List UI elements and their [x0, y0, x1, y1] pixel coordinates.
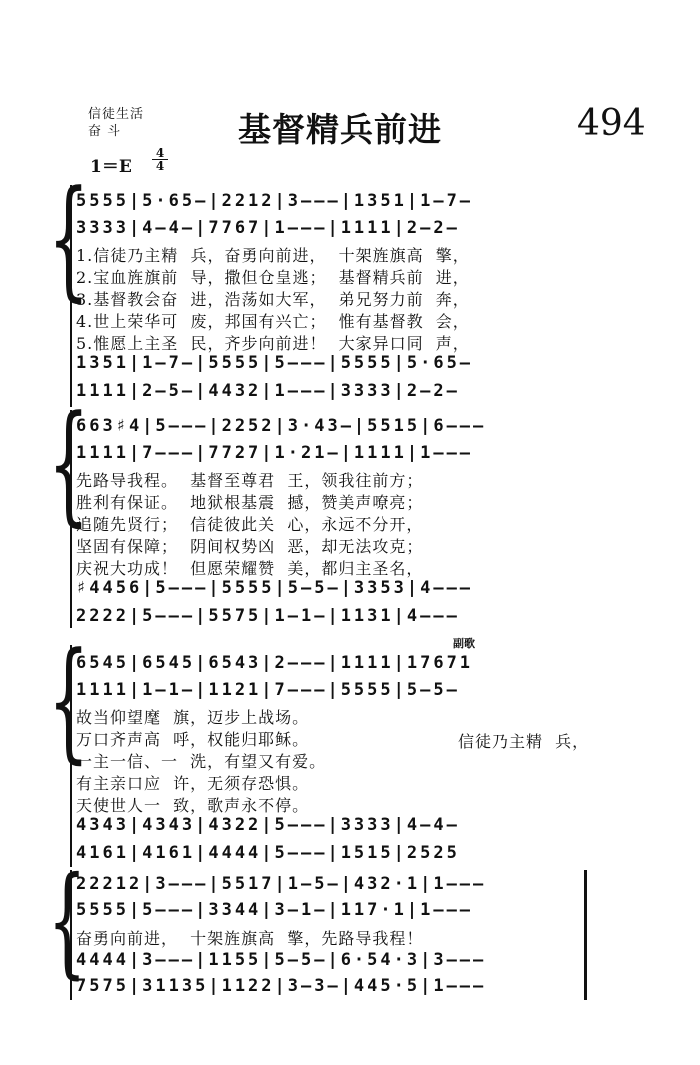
lyric-verse-2: 胜利有保证。 地狱根基震 撼，赞美声嘹亮；: [76, 493, 424, 512]
alto-row: 5555|5———|3344|3—1—|117·1|1———: [76, 900, 474, 920]
lyric-verse-4: 坚固有保障； 阴间权势凶 恶，却无法攻克；: [76, 537, 424, 556]
system-brace: {: [48, 852, 87, 991]
key-signature: 1＝E: [90, 157, 132, 177]
lyric-verse-1: 1.信徒乃主精 兵，奋勇向前进， 十架旌旗高 擎，: [76, 246, 470, 265]
tenor-row: 4343|4343|4322|5———|3333|4—4—: [76, 815, 460, 835]
system-bracket-line: [70, 870, 72, 1000]
tenor-row: ♯4456|5———|5555|5—5—|3353|4———: [76, 578, 474, 598]
system-bracket-line: [70, 410, 72, 628]
lyric-verse-2: 2.宝血旌旗前 导，撒但仓皇逃； 基督精兵前 进，: [76, 268, 470, 287]
bass-row: 2222|5———|5575|1—1—|1131|4———: [76, 606, 460, 626]
lyric-verse-5: 天使世人一 致，歌声永不停。: [76, 796, 310, 815]
lyric-verse-4: 有主亲口应 许，无须存恐惧。: [76, 774, 310, 793]
final-barline: [584, 870, 587, 1000]
hymn-number: 494: [577, 103, 646, 144]
soprano-row: 22212|3———|5517|1—5—|432·1|1———: [76, 874, 487, 894]
alto-row: 1111|1—1—|1121|7———|5555|5—5—: [76, 680, 460, 700]
tenor-row: 4444|3———|1155|5—5—|6·54·3|3———: [76, 950, 487, 970]
alto-row: 3333|4—4—|7767|1———|1111|2—2—: [76, 218, 460, 238]
lyric-verse-3: 追随先贤行； 信徒彼此关 心，永远不分开，: [76, 515, 424, 534]
category-line-1: 信徒生活: [88, 107, 145, 122]
hymn-title: 基督精兵前进: [238, 110, 442, 149]
system-brace: {: [48, 162, 90, 314]
soprano-row: 6545|6545|6543|2———|1111|17671: [76, 653, 474, 673]
refrain-lyric: 信徒乃主精 兵，: [458, 732, 590, 751]
soprano-row: 5555|5·65—|2212|3———|1351|1—7—: [76, 191, 474, 211]
music-system-3: [48, 624, 658, 867]
lyric-verse-4: 4.世上荣华可 废，邦国有兴亡； 惟有基督教 会，: [76, 312, 470, 331]
bass-row: 7575|31135|1122|3—3—|445·5|1———: [76, 976, 487, 996]
bass-row: 4161|4161|4444|5———|1515|2525: [76, 843, 460, 863]
system-bracket-line: [70, 185, 72, 407]
refrain-label: 副歌: [453, 637, 475, 650]
time-signature-top: 4: [155, 146, 165, 160]
tenor-row: 1351|1—7—|5555|5———|5555|5·65—: [76, 353, 474, 373]
lyric-verse-2: 万口齐声高 呼，权能归耶稣。: [76, 730, 310, 749]
bass-row: 1111|2—5—|4432|1———|3333|2—2—: [76, 381, 460, 401]
lyric-verse-5: 5.惟愿上主圣 民，齐步向前进！ 大家异口同 声，: [76, 334, 470, 353]
lyric-verse-1: 先路导我程。 基督至尊君 王，领我往前方；: [76, 471, 424, 490]
soprano-row: 663♯4|5———|2252|3·43—|5515|6———: [76, 416, 487, 436]
system-bracket-line: [70, 645, 72, 867]
system-brace: {: [48, 624, 90, 776]
category-label: [88, 106, 144, 140]
time-signature-bottom: 4: [152, 159, 168, 172]
alto-row: 1111|7———|7727|1·21—|1111|1———: [76, 443, 474, 463]
time-signature: [152, 147, 168, 172]
lyric-verse-3: 3.基督教会奋 进，浩荡如大军， 弟兄努力前 奔，: [76, 290, 470, 309]
category-line-2: 奋 斗: [88, 124, 122, 139]
lyric-line: 奋勇向前进， 十架旌旗高 擎，先路导我程！: [76, 929, 424, 948]
lyric-verse-5: 庆祝大功成！ 但愿荣耀赞 美，都归主圣名，: [76, 559, 424, 578]
system-brace: {: [48, 387, 90, 539]
lyric-verse-1: 故当仰望麾 旗，迈步上战场。: [76, 708, 310, 727]
lyric-verse-3: 一主一信、一 洗，有望又有爱。: [76, 752, 327, 771]
